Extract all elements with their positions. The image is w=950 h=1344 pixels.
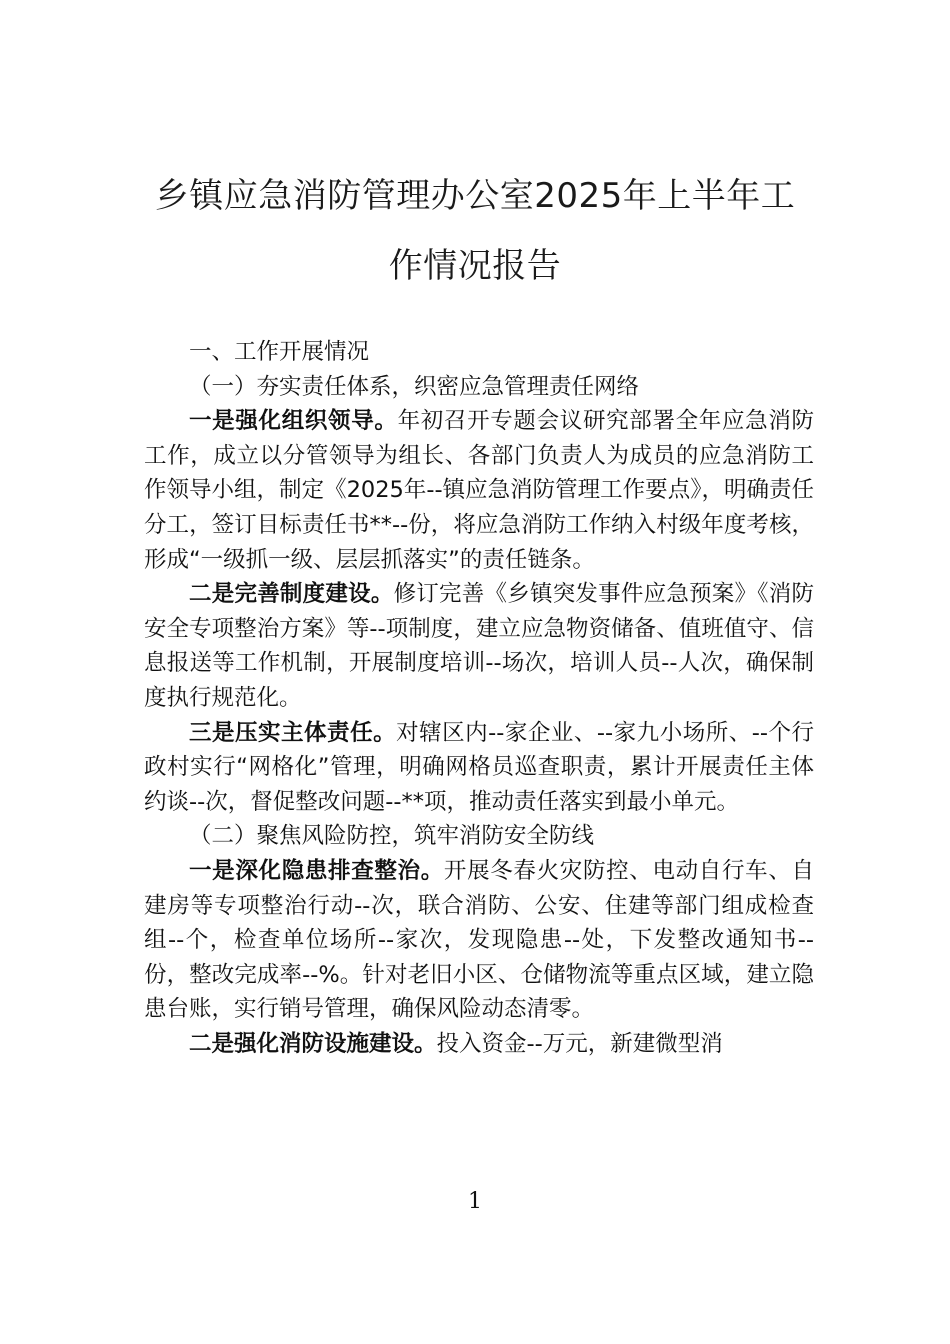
paragraph [144, 716, 814, 820]
paragraph-body: 开展冬春火灾防控、电动自行车、自建房等专项整治行动--次，联合消防、公安、住建等部门组成检查组--个，检查单位场所--家次，发现隐患--处，下发整改通知书--份，整改完成率--%。针对老旧小区、仓储物流等重点区域，建立隐患台账，实行销号管理，确保风险动态清零。 [144, 857, 814, 1023]
paragraph [144, 1027, 814, 1062]
paragraph [144, 577, 814, 715]
subsection-heading: （二）聚焦风险防控，筑牢消防安全防线 [189, 823, 595, 850]
document-title-line-1: 乡镇应急消防管理办公室2025年上半年工 [154, 176, 796, 216]
paragraph-body: 投入资金--万元，新建微型消 [436, 1030, 723, 1057]
subsection-heading: （一）夯实责任体系，织密应急管理责任网络 [189, 373, 640, 400]
document-body [144, 335, 814, 1061]
document-title-line-2: 作情况报告 [388, 246, 562, 286]
paragraph-body: 修订完善《乡镇突发事件应急预案》《消防安全专项整治方案》等--项制度，建立应急物资储备、值班值守、信息报送等工作机制，开展制度培训--场次，培训人员--人次，确保制度执行规范化。 [144, 581, 814, 711]
paragraph [144, 404, 814, 577]
paragraph-lead: 二是强化消防设施建设。 [189, 1030, 437, 1057]
paragraph-lead: 三是压实主体责任。 [189, 719, 397, 746]
paragraph-lead: 二是完善制度建设。 [189, 581, 394, 608]
paragraph-body: 年初召开专题会议研究部署全年应急消防工作，成立以分管领导为组长、各部门负责人为成员的应急消防工作领导小组，制定《2025年--镇应急消防管理工作要点》，明确责任分工，签订目标责任书**--份，将应急消防工作纳入村级年度考核，形成“一级抓一级、层层抓落实”的责任链条。 [144, 408, 814, 573]
paragraph-lead: 一是深化隐患排查整治。 [189, 857, 444, 884]
paragraph-lead: 一是强化组织领导。 [189, 408, 398, 435]
page-number: 1 [468, 1189, 482, 1214]
paragraph-body: 对辖区内--家企业、--家九小场所、--个行政村实行“网格化”管理，明确网格员巡查职责，累计开展责任主体约谈--次，督促整改问题--**项，推动责任落实到最小单元。 [144, 719, 814, 815]
paragraph [144, 854, 814, 1027]
section-heading: 一、工作开展情况 [189, 339, 370, 365]
